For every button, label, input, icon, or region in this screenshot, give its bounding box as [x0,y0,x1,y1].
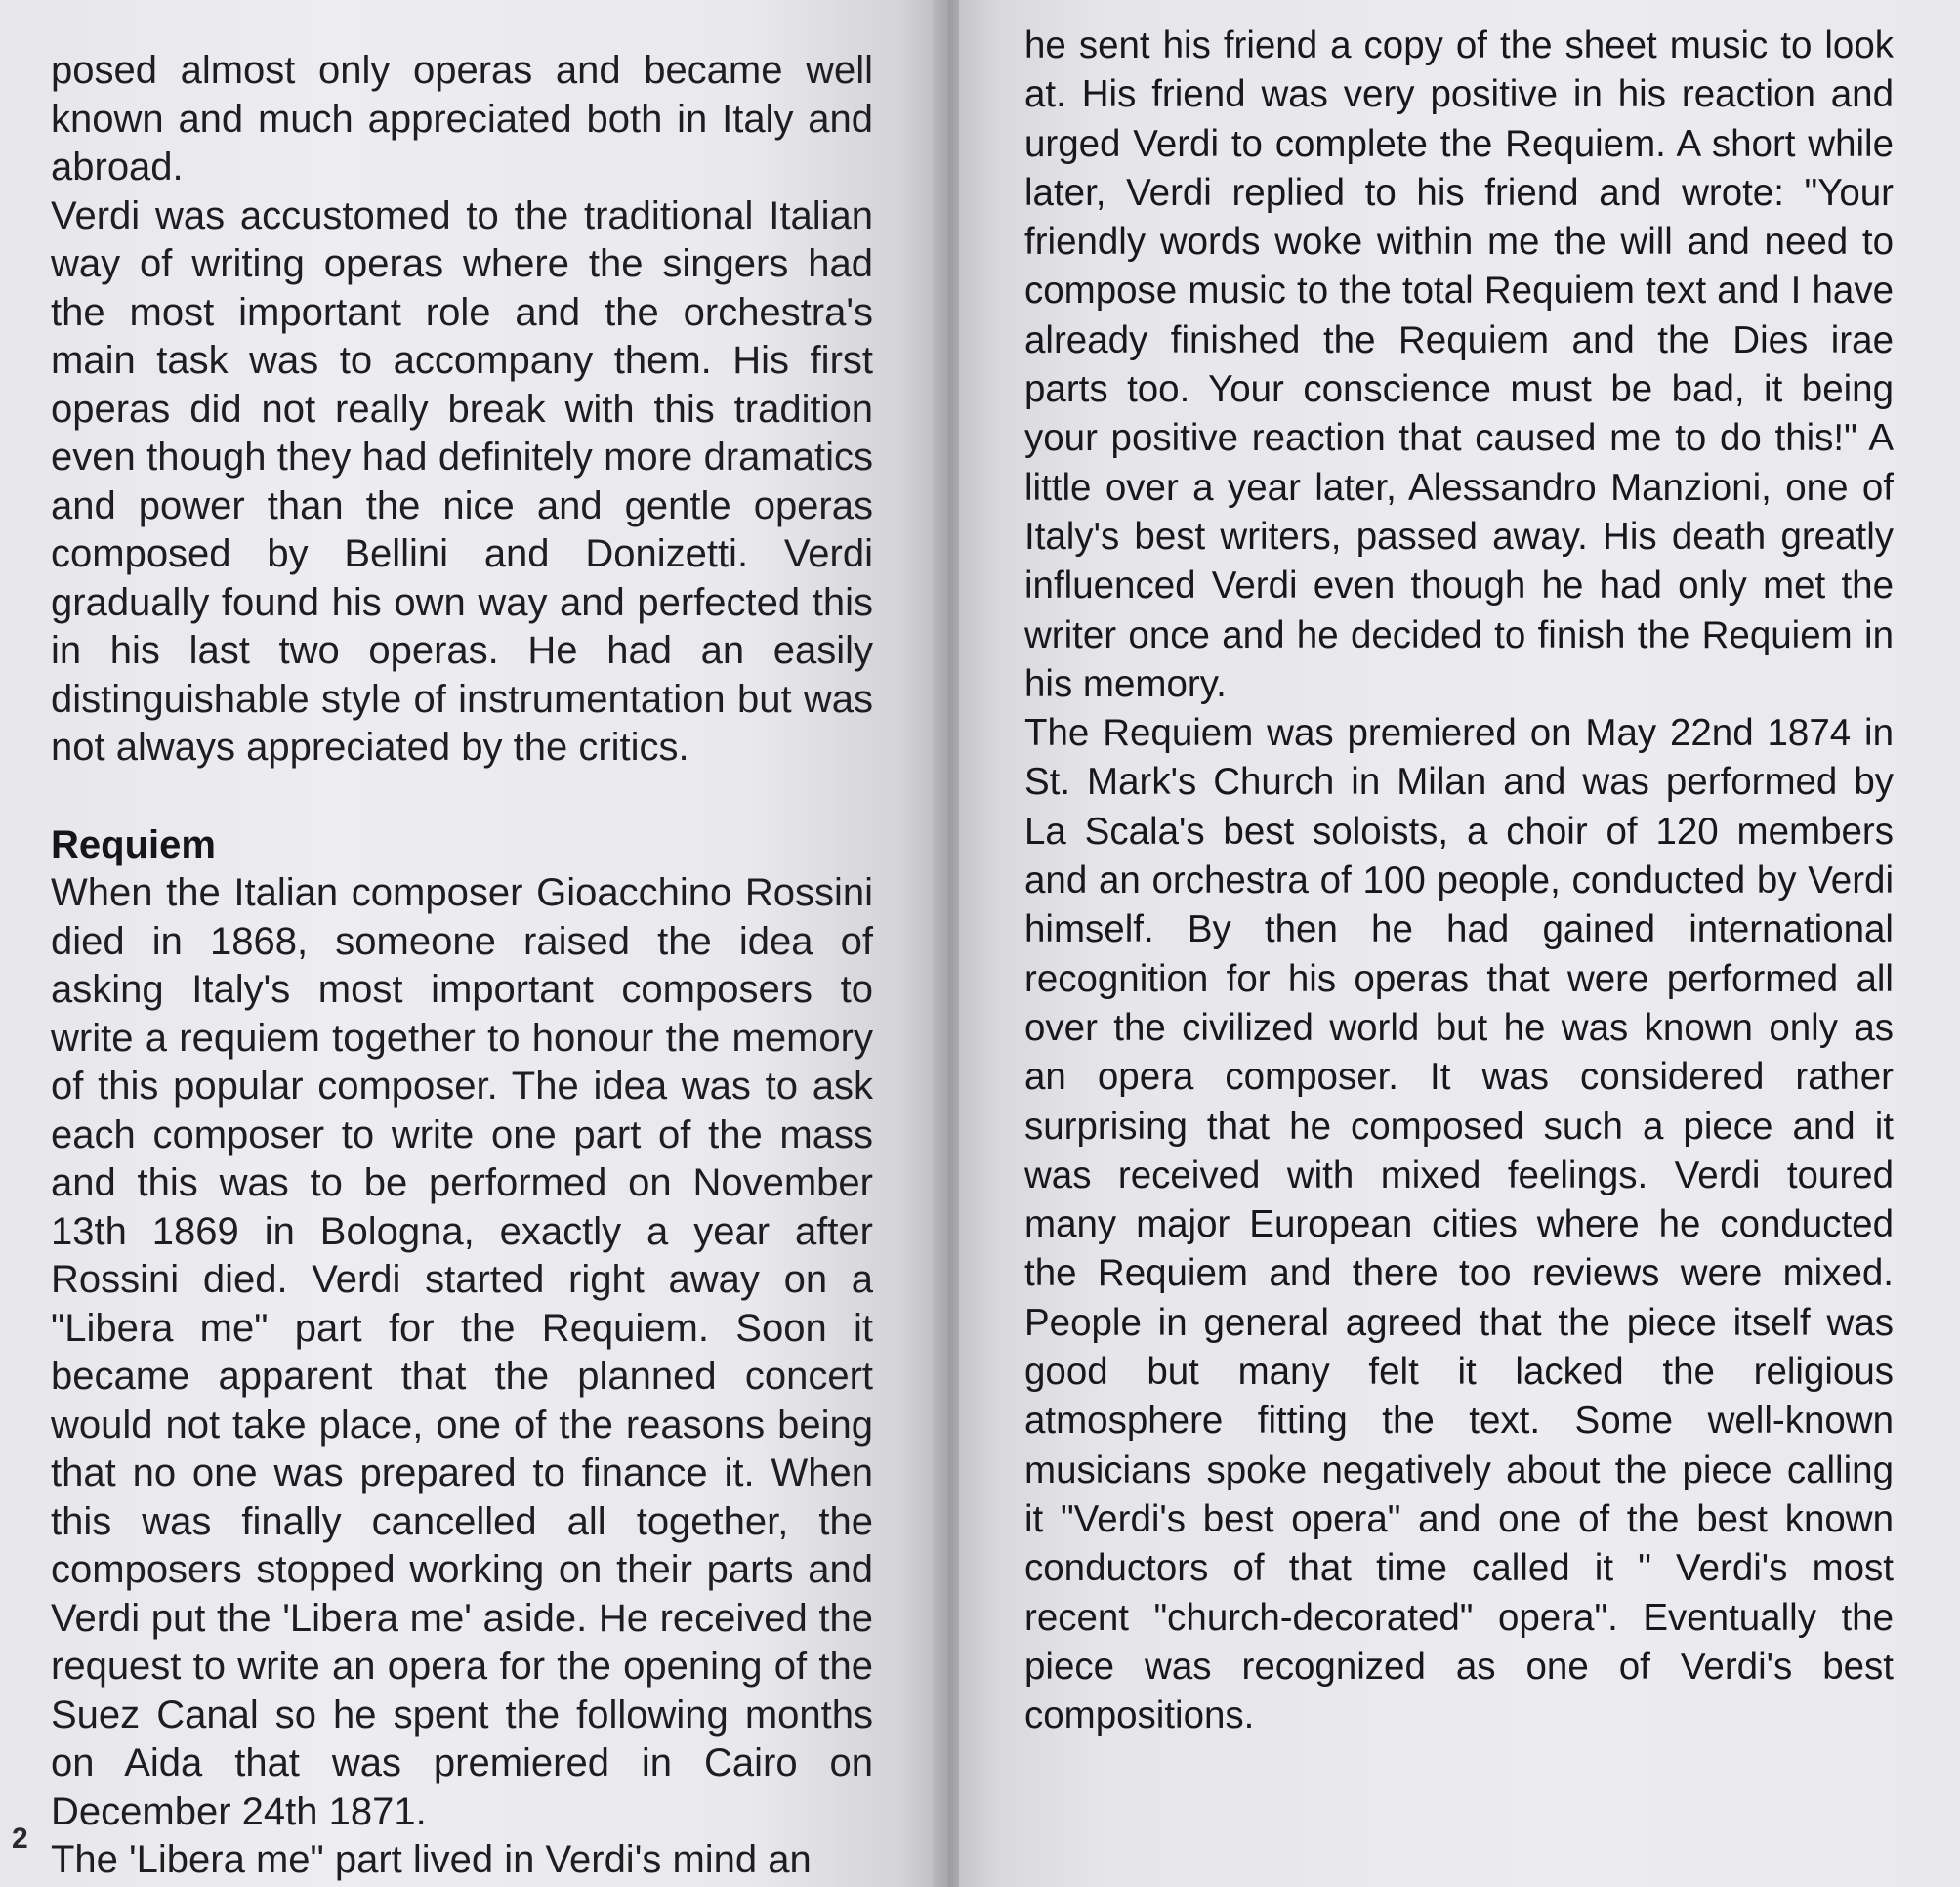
left-paragraph-2: Verdi was accustomed to the traditional Italian way of writing operas where the singers had the most important role and the orchestra's main task was to accompany them. His first operas did not really break with this tradition even though they had definitely more dramatics and power than the nice and gentle operas composed by Bellini and Donizetti. Verdi gradually found his own way and perfected this in his last two operas. He had an easily distinguishable style of instrumentation but was not always appreciated by the critics. [51,193,873,769]
page-number: 2 [12,1823,28,1855]
right-page [959,0,1960,1887]
section-heading-requiem: Requiem [51,822,216,866]
left-paragraph-4: The 'Libera me" part lived in Verdi's mind an [51,1838,812,1881]
right-text-column [1024,21,1894,1740]
right-paragraph-2: The Requiem was premiered on May 22nd 1874 in St. Mark's Church in Milan and was performed by La Scala's best soloists, a choir of 120 members and an orchestra of 100 people, conducted by Verdi himself. By then he had gained international recognition for his operas that were performed all over the civilized world but he was known only as an opera composer. It was considered rather surprising that he composed such a piece and it was received with mixed feelings. Verdi toured many major European cities where he conducted the Requiem and there too reviews were mixed. People in general agreed that the piece itself was good but many felt it lacked the religious atmosphere fitting the text. Some well-known musicians spoke negatively about the piece calling it "Verdi's best opera" and one of the best known conductors of that time called it " Verdi's most recent "church-decorated" opera". Eventually the piece was recognized as one of Verdi's best compositions. [1024,712,1894,1738]
right-paragraph-1: he sent his friend a copy of the sheet music to look at. His friend was very positive in his reaction and urged Verdi to complete the Requiem. A short while later, Verdi replied to his friend and wrote: "Your friendly words woke within me the will and need to compose music to the total Requiem text and I have already finished the Requiem and the Dies irae parts too. Your conscience must be bad, it being your positive reaction that caused me to do this!" A little over a year later, Alessandro Manzioni, one of Italy's best writers, passed away. His death greatly influenced Verdi even though he had only met the writer once and he decided to finish the Requiem in his memory. [1024,24,1894,705]
left-page [0,0,938,1887]
left-paragraph-1: posed almost only operas and became well known and much appreciated both in Italy and abroad. [51,49,873,189]
left-paragraph-3: When the Italian composer Gioacchino Rossini died in 1868, someone raised the idea of asking Italy's most important composers to write a requiem together to honour the memory of this popular composer. The idea was to ask each composer to write one part of the mass and this was to be performed on November 13th 1869 in Bologna, exactly a year after Rossini died. Verdi started right away on a "Libera me" part for the Requiem. Soon it became apparent that the planned concert would not take place, one of the reasons being that no one was prepared to finance it. When this was finally cancelled all together, the composers stopped working on their parts and Verdi put the 'Libera me' aside. He received the request to write an opera for the opening of the Suez Canal so he spent the following months on Aida that was premiered in Cairo on December 24th 1871. [51,871,873,1833]
left-text-column [51,47,873,1885]
left-page-text-area [0,0,879,1887]
